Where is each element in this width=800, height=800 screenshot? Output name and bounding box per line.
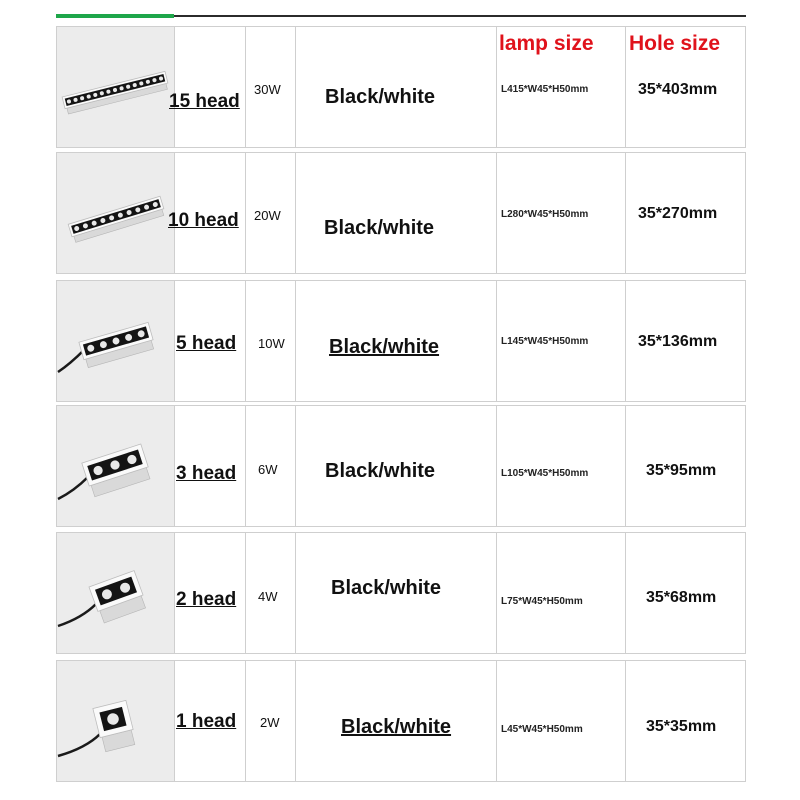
lamp-size-value: L45*W45*H50mm — [501, 724, 583, 735]
lamp-photo-icon — [56, 660, 174, 782]
lamp-photo-cell — [56, 660, 174, 782]
color-label: Black/white — [325, 460, 436, 482]
lamp-size-value: L145*W45*H50mm — [501, 336, 589, 347]
lamp-photo-cell — [56, 405, 174, 527]
spec-row — [56, 152, 746, 274]
spec-row — [56, 405, 746, 527]
lamp-photo-cell — [56, 532, 174, 654]
hole-size-value: 35*35mm — [646, 718, 717, 735]
color-label: Black/white — [329, 336, 440, 358]
head-count-label: 3 head — [176, 463, 237, 484]
power-label: 30W — [254, 82, 281, 97]
head-count-label: 10 head — [168, 210, 239, 231]
hole-size-value: 35*68mm — [646, 589, 717, 606]
power-label: 10W — [258, 336, 285, 351]
head-count-label: 15 head — [169, 91, 240, 112]
lamp-size-value: L75*W45*H50mm — [501, 596, 583, 607]
color-label: Black/white — [325, 86, 436, 108]
lamp-photo-icon — [56, 26, 174, 148]
lamp-photo-icon — [56, 280, 174, 402]
spec-row — [56, 532, 746, 654]
lamp-size-value: L415*W45*H50mm — [501, 84, 589, 95]
color-label: Black/white — [324, 217, 435, 239]
spec-cell — [496, 532, 626, 654]
lamp-photo-icon — [56, 405, 174, 527]
head-count-label: 1 head — [176, 711, 237, 732]
power-label: 20W — [254, 208, 281, 223]
lamp-size-value: L105*W45*H50mm — [501, 468, 589, 479]
lamp-photo-icon — [56, 532, 174, 654]
lamp-size-header: lamp size — [499, 32, 594, 55]
top-bar-dark-segment — [174, 15, 746, 17]
hole-size-value: 35*270mm — [638, 205, 718, 222]
power-label: 4W — [258, 589, 278, 604]
spec-row — [56, 26, 746, 148]
lamp-photo-cell — [56, 280, 174, 402]
hole-size-header: Hole size — [629, 32, 721, 55]
hole-size-value: 35*403mm — [638, 81, 718, 98]
spec-cell — [496, 660, 626, 782]
head-count-label: 5 head — [176, 333, 237, 354]
color-label: Black/white — [341, 716, 452, 738]
power-label: 6W — [258, 462, 278, 477]
power-label: 2W — [260, 715, 280, 730]
spec-cell — [295, 152, 497, 274]
head-count-label: 2 head — [176, 589, 237, 610]
spec-cell — [174, 26, 246, 148]
top-bar-green-segment — [56, 14, 174, 18]
lamp-photo-icon — [56, 152, 174, 274]
color-label: Black/white — [331, 577, 442, 599]
lamp-size-value: L280*W45*H50mm — [501, 209, 589, 220]
spec-row — [56, 280, 746, 402]
hole-size-value: 35*95mm — [646, 462, 717, 479]
spec-cell — [496, 405, 626, 527]
top-accent-bar — [56, 14, 746, 20]
hole-size-value: 35*136mm — [638, 333, 718, 350]
lamp-photo-cell — [56, 26, 174, 148]
lamp-photo-cell — [56, 152, 174, 274]
spec-row — [56, 660, 746, 782]
